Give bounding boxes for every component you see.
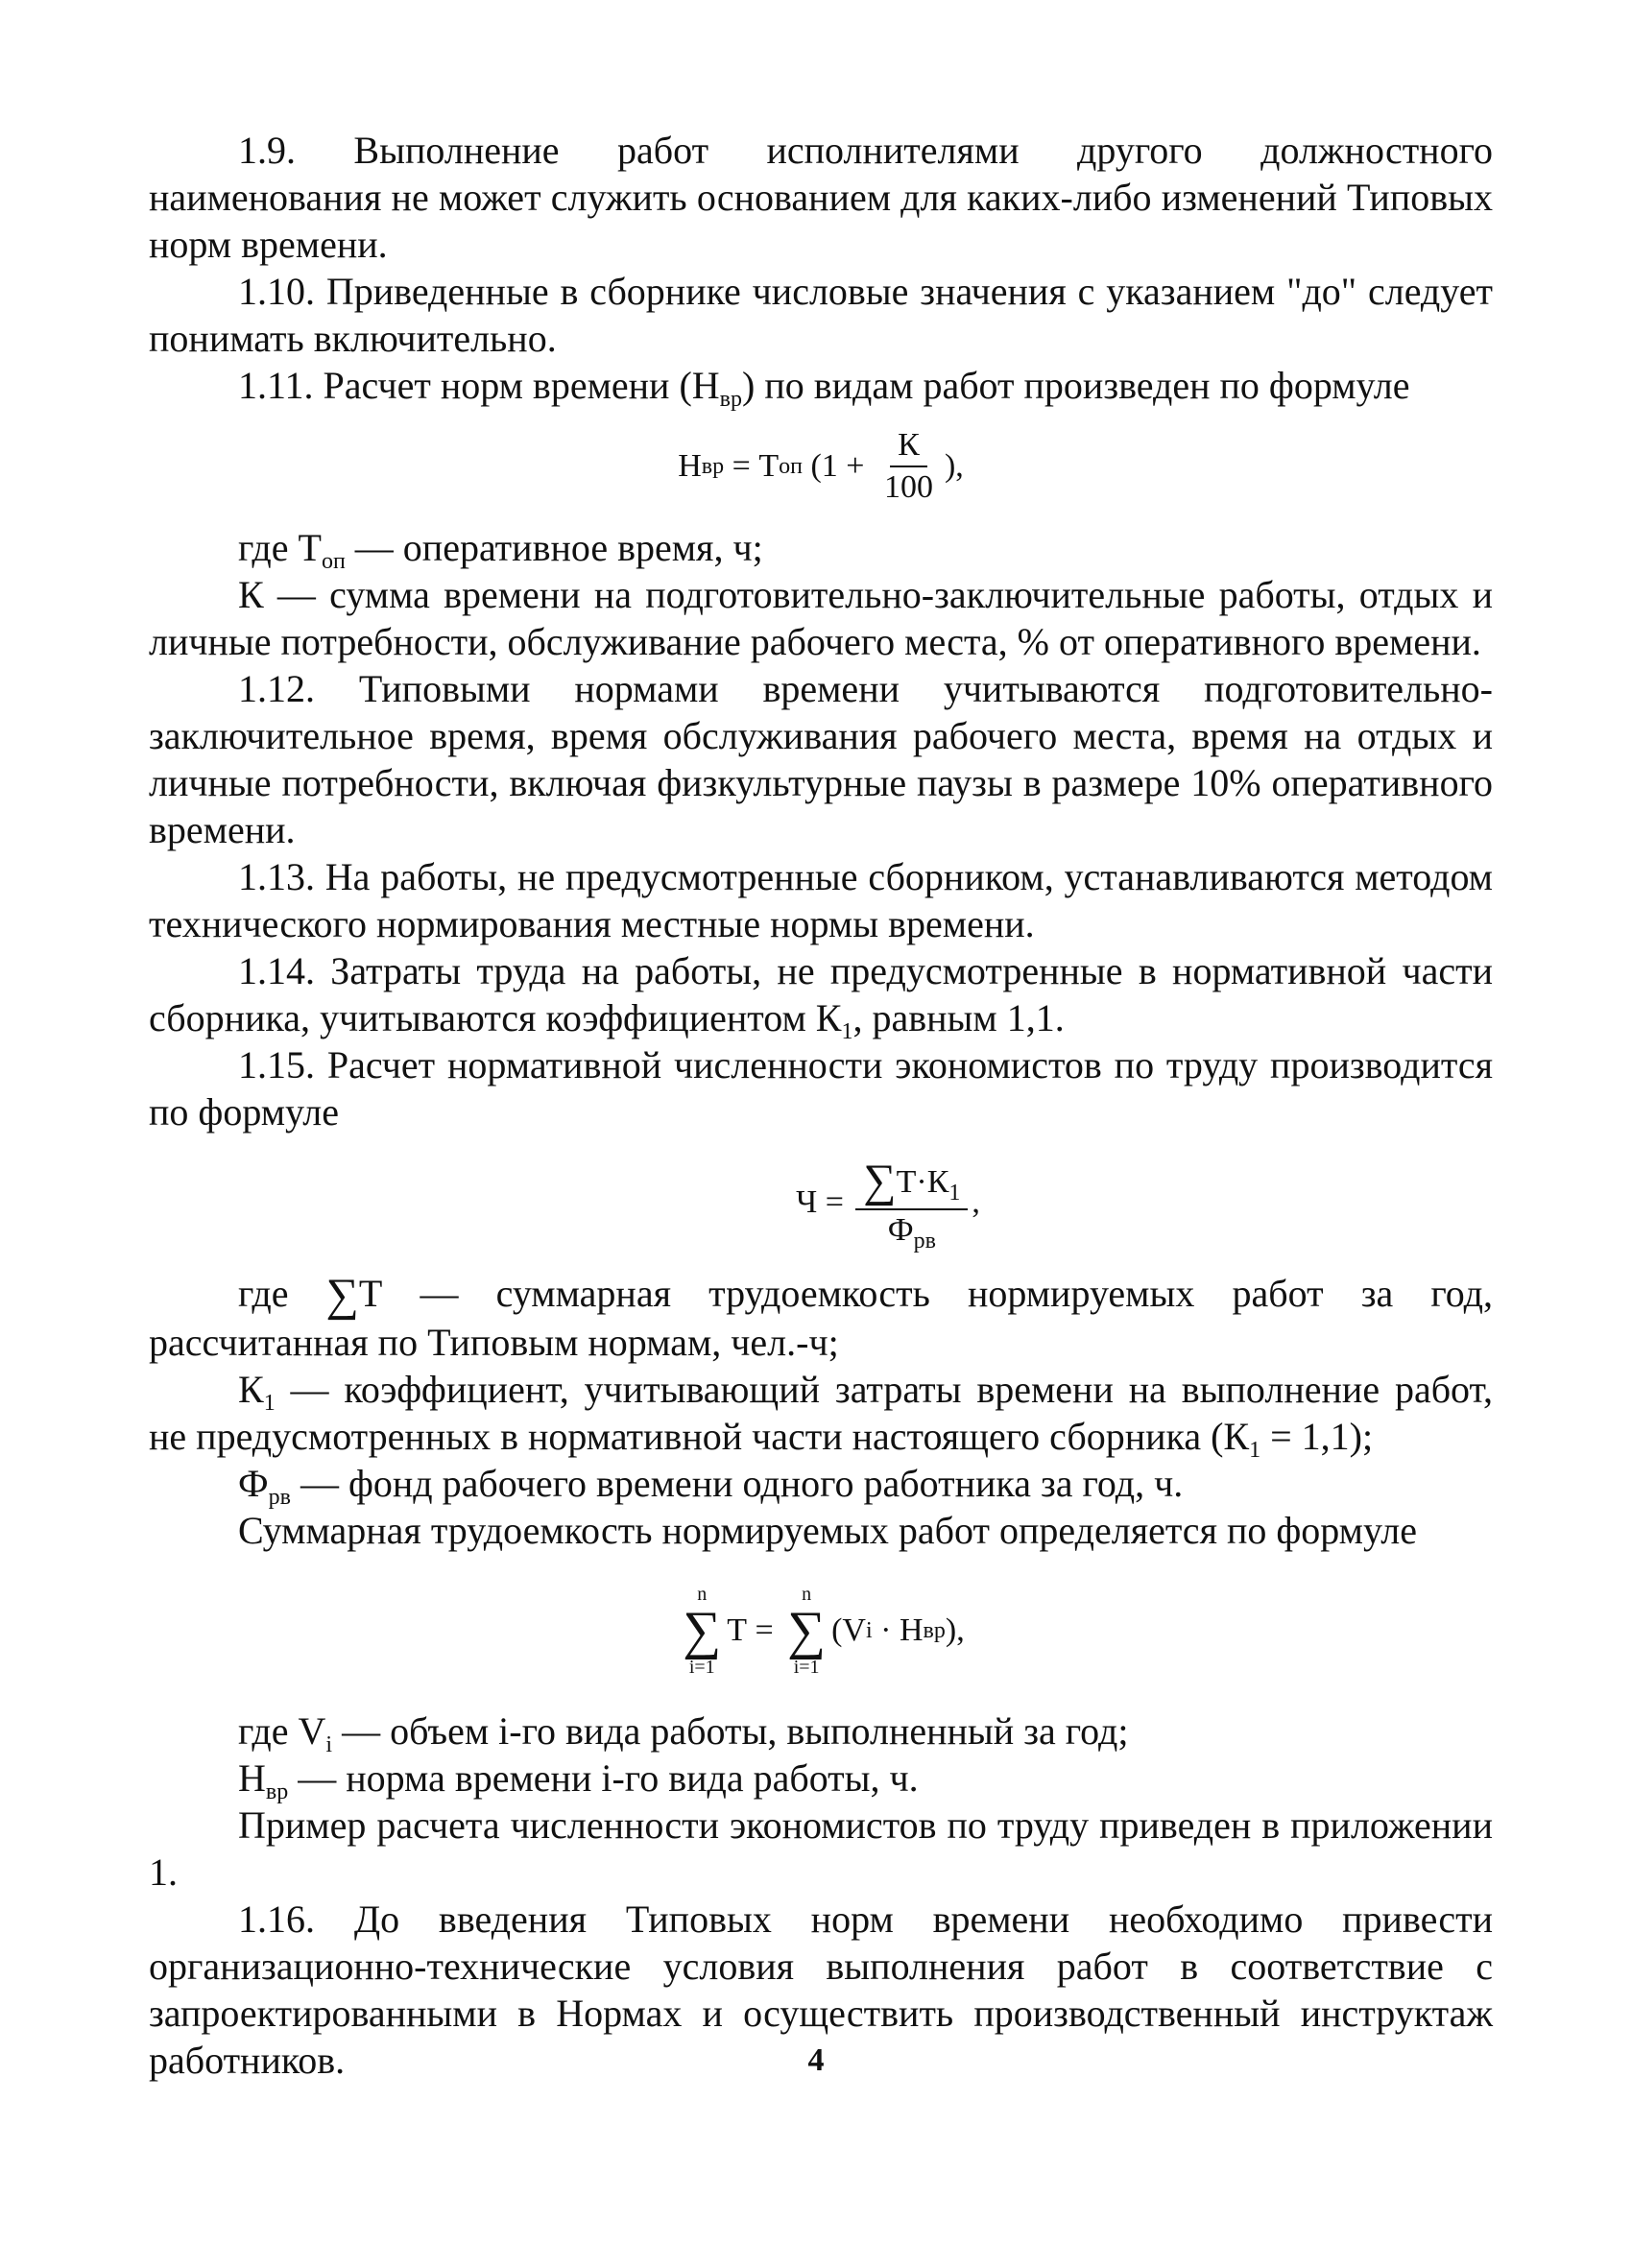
definition-k: К — сумма времени на подготовительно-заключительные работы, отдых и личные потребности, обслуживание рабочего места, % от оперативного времени. [149,573,1493,663]
paragraph-1-9: 1.9. Выполнение работ исполнителями другого должностного наименования не может служить основанием для каких-либо изменений Типовых норм времени. [149,129,1493,266]
definition-frv: $Ф_{рв}$ — фонд рабочего времени одного работника за год, ч. [238,1462,1184,1510]
sum-operator-right: n ∑ i=1 [787,1584,827,1678]
formula-norm-time: Н вр = Т оп (1 + $\frac{К}{100}$ ), [678,427,964,505]
paragraph-1-15: 1.15. Расчет нормативной численности экономистов по труду производится по формуле [149,1043,1493,1134]
formula-total-labor: n ∑ i=1 Т = n ∑ i=1 (V i · Н вр ), [683,1584,965,1678]
definition-vi: где $V_i$ — объем i-го вида работы, выполненный за год; [238,1709,1129,1757]
paragraph-1-16: 1.16. До введения Типовых норм времени необходимо привести организационно-технические условия выполнения работ в соответствие с запроектированными в Нормах и осуществить производственный инструктаж работников. [149,1898,1493,2082]
definition-sum-t: где ∑Т — суммарная трудоемкость нормируемых работ за год, рассчитанная по Типовым нормам, чел.-ч; [149,1270,1493,1364]
sigma-symbol: ∑ [325,1270,359,1321]
definition-hvr: $Н_{вр}$ — норма времени i-го вида работы, ч. [238,1756,919,1804]
example-reference: Пример расчета численности экономистов по труду приведен в приложении 1. [149,1803,1493,1894]
definition-top: где $Т_{оп}$ — оперативное время, ч; [238,526,763,574]
fraction-sum-over-fund: $\frac{\sum Т\cdot К_1}{Ф_{рв}}$ [855,1158,968,1247]
sum-total-intro: Суммарная трудоемкость нормируемых работ определяется по формуле [238,1509,1417,1552]
formula-headcount: Ч = $\frac{\sum Т\cdot К_1}{Ф_{рв}}$ , [796,1156,980,1253]
definition-k1: $К_1$ — коэффициент, учитывающий затраты времени на выполнение работ, не предусмотренных в нормативной части настоящего сборника $(К_1 = 1,1)$; [149,1368,1493,1463]
page-number: 4 [807,2042,825,2078]
paragraph-1-13: 1.13. На работы, не предусмотренные сборником, устанавливаются методом технического нормирования местные нормы времени. [149,855,1493,945]
fraction-k-over-100: $\frac{К}{100}$ [883,427,933,505]
paragraph-1-14: 1.14. Затраты труда на работы, не предусмотренные в нормативной части сборника, учитываются коэффициентом $К_1$, равным 1,1. [149,949,1493,1044]
paragraph-1-10: 1.10. Приведенные в сборнике числовые значения с указанием "до" следует понимать включительно. [149,270,1493,360]
sum-operator-left: n ∑ i=1 [683,1584,722,1678]
paragraph-1-12: 1.12. Типовыми нормами времени учитываются подготовительно-заключительное время, время обслуживания рабочего места, время на отдых и личные потребности, включая физкультурные паузы в размере 10% оперативного времени. [149,667,1493,851]
paragraph-1-11: 1.11. Расчет норм времени $(Н_{вр})$ по видам работ произведен по формуле [238,364,1410,412]
page-body [149,127,1493,2084]
